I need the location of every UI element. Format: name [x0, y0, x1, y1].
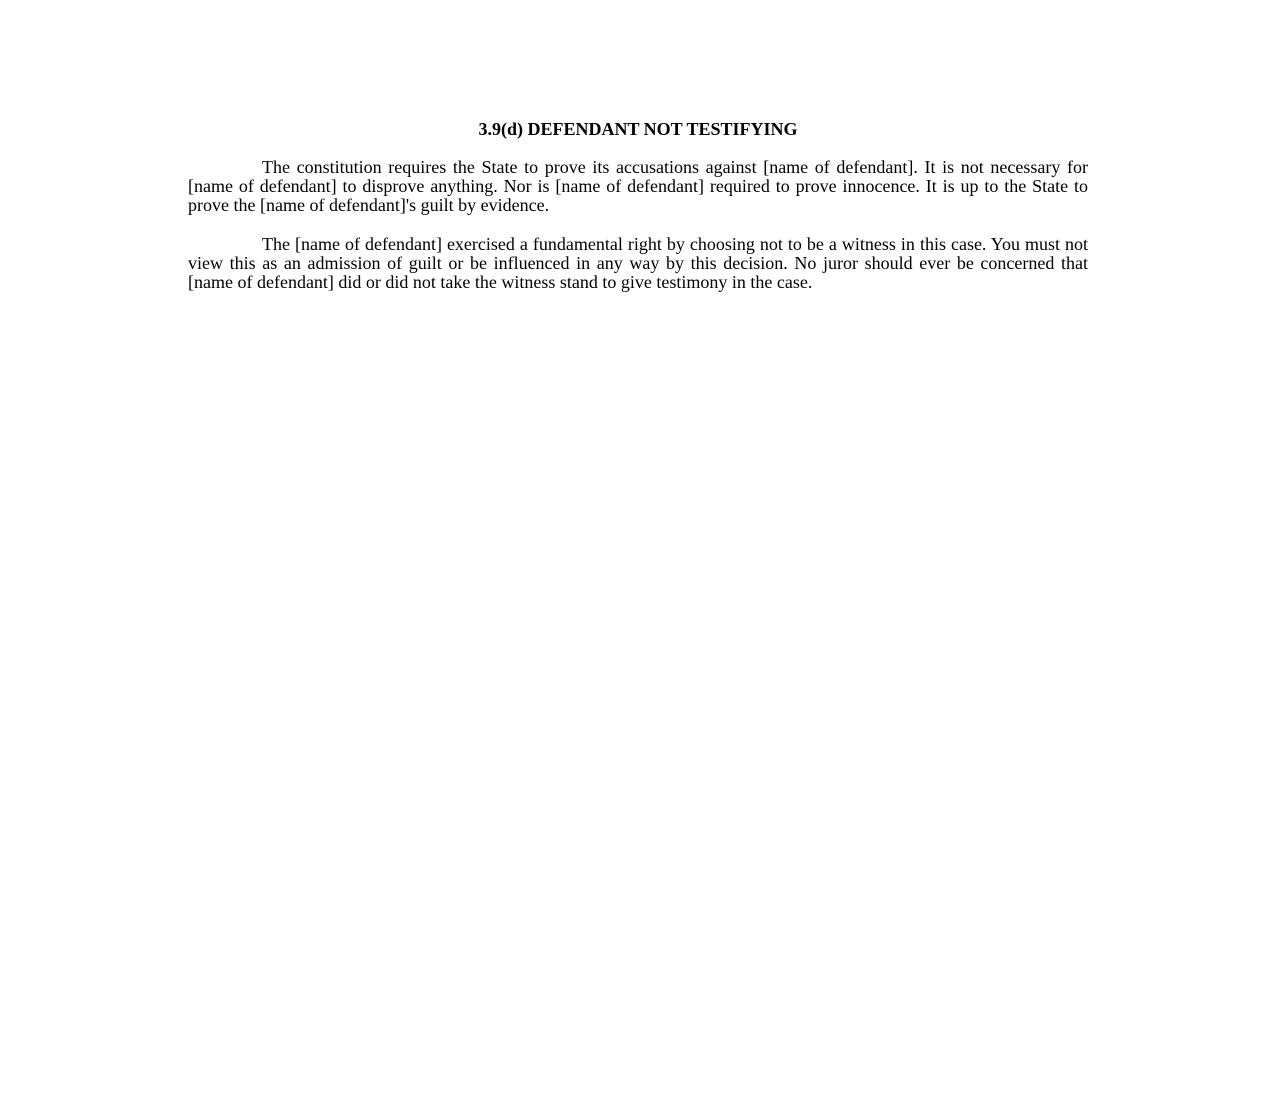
document-body — [188, 118, 1088, 292]
document-title: 3.9(d) DEFENDANT NOT TESTIFYING — [478, 119, 798, 139]
paragraph-right-not-to-testify: The [name of defendant] exercised a fundamental right by choosing not to be a witness in this case. You must not view this as an admission of guilt or be influenced in any way by this decision. No juror should ever be concerned that [name of defendant] did or did not take the witness stand to give testimony in the case. — [188, 234, 1088, 292]
paragraph-state-burden: The constitution requires the State to prove its accusations against [name of defendant]. It is not necessary for [name of defendant] to disprove anything. Nor is [name of defendant] required to prove innocence. It is up to the State to prove the [name of defendant]'s guilt by evidence. — [188, 157, 1088, 215]
